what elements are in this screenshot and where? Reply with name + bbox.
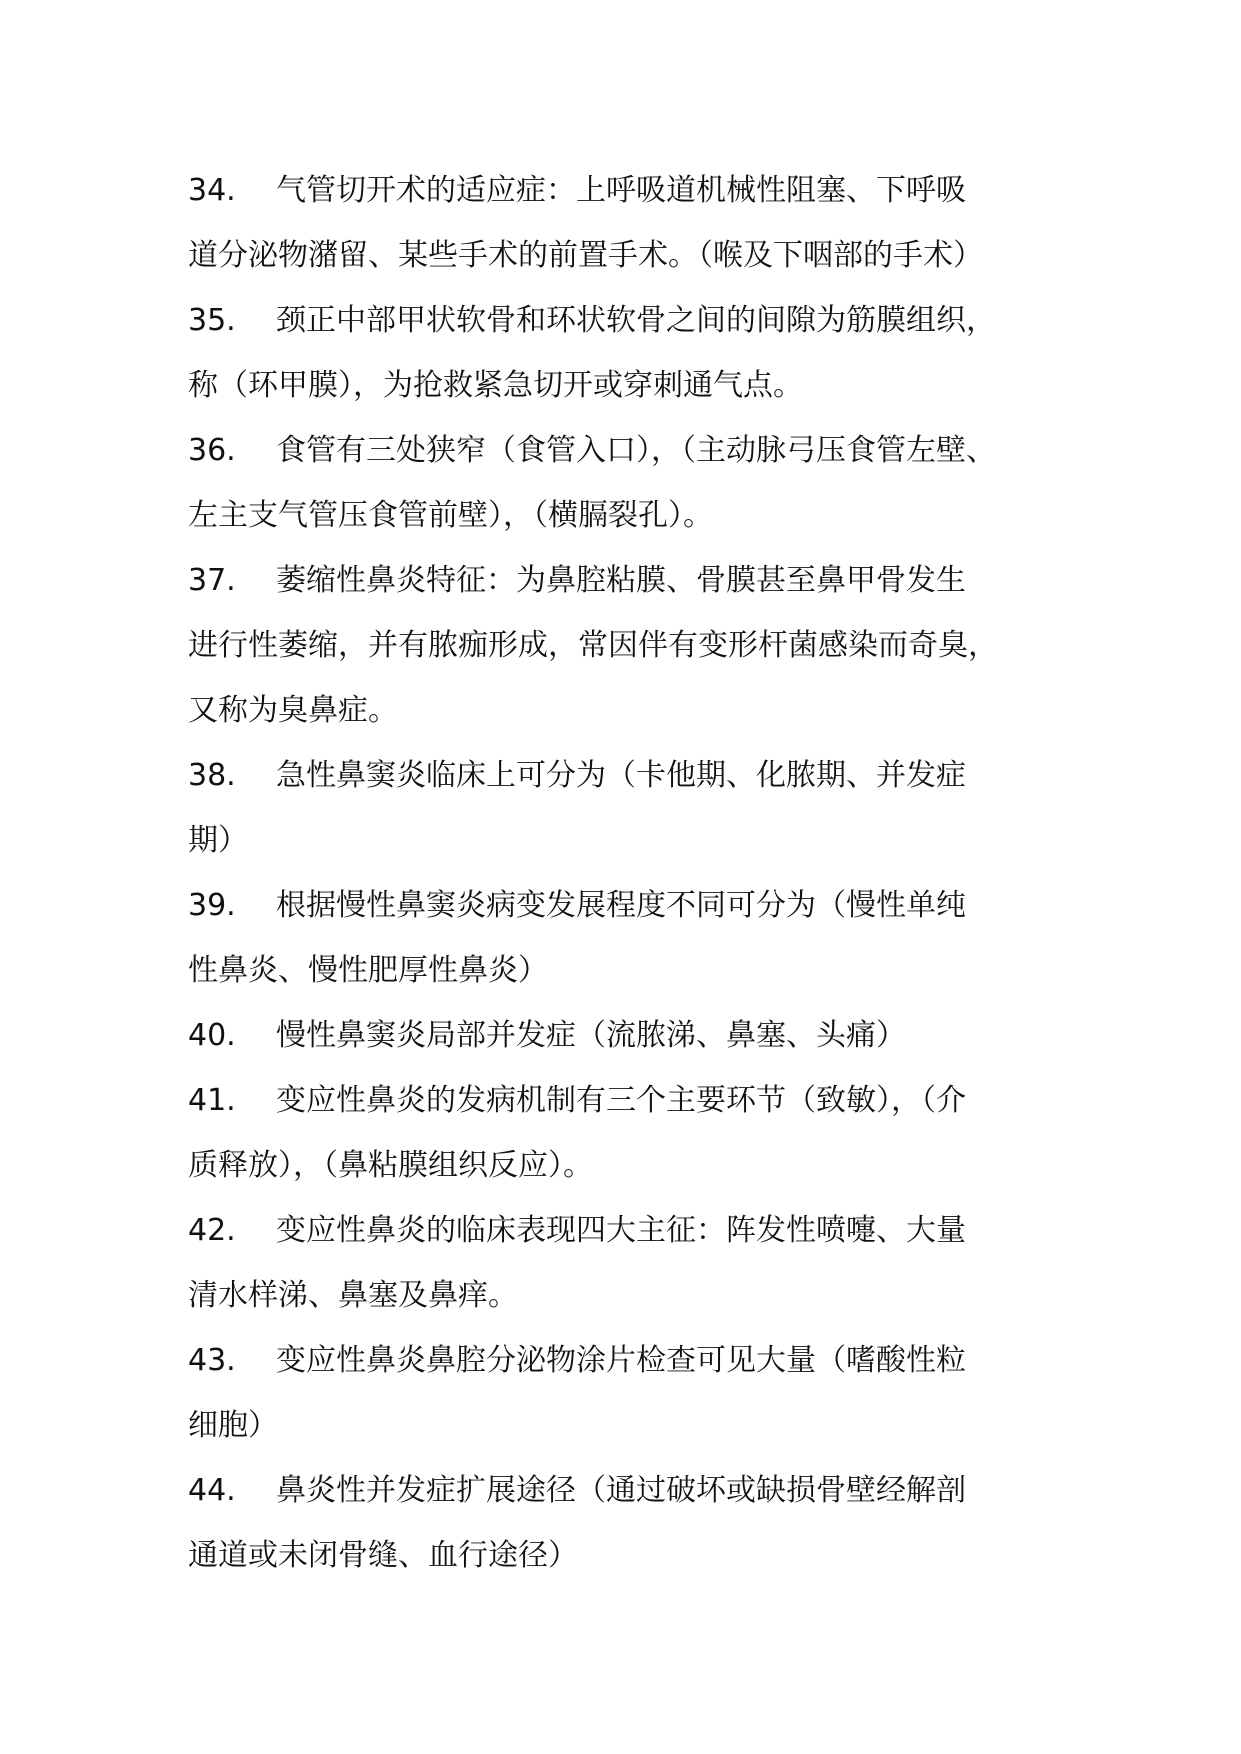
list-item bbox=[188, 1198, 1073, 1328]
item-text: 通道或未闭骨缝、血行途径） bbox=[188, 1538, 578, 1573]
list-item-line bbox=[188, 743, 1073, 808]
item-text: 质释放），（鼻粘膜组织反应）。 bbox=[188, 1148, 593, 1183]
list-item bbox=[188, 288, 1073, 418]
item-number: 41. bbox=[188, 1083, 236, 1118]
item-text: 变应性鼻炎的发病机制有三个主要环节（致敏），（介 bbox=[276, 1083, 966, 1118]
item-number: 43. bbox=[188, 1343, 236, 1378]
item-number: 40. bbox=[188, 1018, 236, 1053]
list-item bbox=[188, 158, 1073, 288]
item-number: 37. bbox=[188, 563, 236, 598]
list-item-line bbox=[188, 808, 1073, 873]
item-text: 变应性鼻炎的临床表现四大主征：阵发性喷嚏、大量 bbox=[276, 1213, 966, 1248]
list-item-line bbox=[188, 1068, 1073, 1133]
list-item-line bbox=[188, 1133, 1073, 1198]
list-item-line bbox=[188, 1328, 1073, 1393]
item-number: 44. bbox=[188, 1473, 236, 1508]
item-number: 38. bbox=[188, 758, 236, 793]
item-number: 42. bbox=[188, 1213, 236, 1248]
list-item bbox=[188, 743, 1073, 873]
list-item bbox=[188, 418, 1073, 548]
list-item-line bbox=[188, 613, 1073, 678]
list-item bbox=[188, 548, 1073, 743]
list-item bbox=[188, 1458, 1073, 1588]
item-text: 细胞） bbox=[188, 1408, 278, 1443]
list-item bbox=[188, 1003, 1073, 1068]
item-text: 萎缩性鼻炎特征：为鼻腔粘膜、骨膜甚至鼻甲骨发生 bbox=[276, 563, 966, 598]
item-text: 进行性萎缩，并有脓痂形成，常因伴有变形杆菌感染而奇臭， bbox=[188, 628, 998, 663]
list-item bbox=[188, 1328, 1073, 1458]
list-item-line bbox=[188, 873, 1073, 938]
item-text: 急性鼻窦炎临床上可分为（卡他期、化脓期、并发症 bbox=[276, 758, 966, 793]
list-item-line bbox=[188, 1003, 1073, 1068]
item-text: 性鼻炎、慢性肥厚性鼻炎） bbox=[188, 953, 548, 988]
list-item-line bbox=[188, 1458, 1073, 1523]
list-item bbox=[188, 1068, 1073, 1198]
item-text: 气管切开术的适应症：上呼吸道机械性阻塞、下呼吸 bbox=[276, 173, 966, 208]
item-text: 左主支气管压食管前壁），（横膈裂孔）。 bbox=[188, 498, 713, 533]
list-item-line bbox=[188, 418, 1073, 483]
document-page bbox=[188, 158, 1073, 1588]
list-item bbox=[188, 873, 1073, 1003]
list-item-line bbox=[188, 353, 1073, 418]
list-item-line bbox=[188, 1523, 1073, 1588]
item-number: 39. bbox=[188, 888, 236, 923]
item-text: 食管有三处狭窄（食管入口），（主动脉弓压食管左壁、 bbox=[276, 433, 996, 468]
item-text: 根据慢性鼻窦炎病变发展程度不同可分为（慢性单纯 bbox=[276, 888, 966, 923]
item-number: 34. bbox=[188, 173, 236, 208]
list-item-line bbox=[188, 1393, 1073, 1458]
list-item-line bbox=[188, 158, 1073, 223]
item-text: 道分泌物潴留、某些手术的前置手术。（喉及下咽部的手术） bbox=[188, 238, 983, 273]
list-item-line bbox=[188, 548, 1073, 613]
list-item-line bbox=[188, 1263, 1073, 1328]
list-item-line bbox=[188, 1198, 1073, 1263]
list-item-line bbox=[188, 938, 1073, 1003]
item-text: 又称为臭鼻症。 bbox=[188, 693, 398, 728]
list-item-line bbox=[188, 288, 1073, 353]
list-item-line bbox=[188, 223, 1073, 288]
item-text: 清水样涕、鼻塞及鼻痒。 bbox=[188, 1278, 518, 1313]
item-number: 35. bbox=[188, 303, 236, 338]
item-text: 期） bbox=[188, 823, 248, 858]
item-text: 变应性鼻炎鼻腔分泌物涂片检查可见大量（嗜酸性粒 bbox=[276, 1343, 966, 1378]
list-item-line bbox=[188, 678, 1073, 743]
item-text: 颈正中部甲状软骨和环状软骨之间的间隙为筋膜组织， bbox=[276, 303, 996, 338]
item-text: 鼻炎性并发症扩展途径（通过破坏或缺损骨壁经解剖 bbox=[276, 1473, 966, 1508]
item-number: 36. bbox=[188, 433, 236, 468]
item-text: 慢性鼻窦炎局部并发症（流脓涕、鼻塞、头痛） bbox=[276, 1018, 906, 1053]
list-item-line bbox=[188, 483, 1073, 548]
item-text: 称（环甲膜），为抢救紧急切开或穿刺通气点。 bbox=[188, 368, 803, 403]
